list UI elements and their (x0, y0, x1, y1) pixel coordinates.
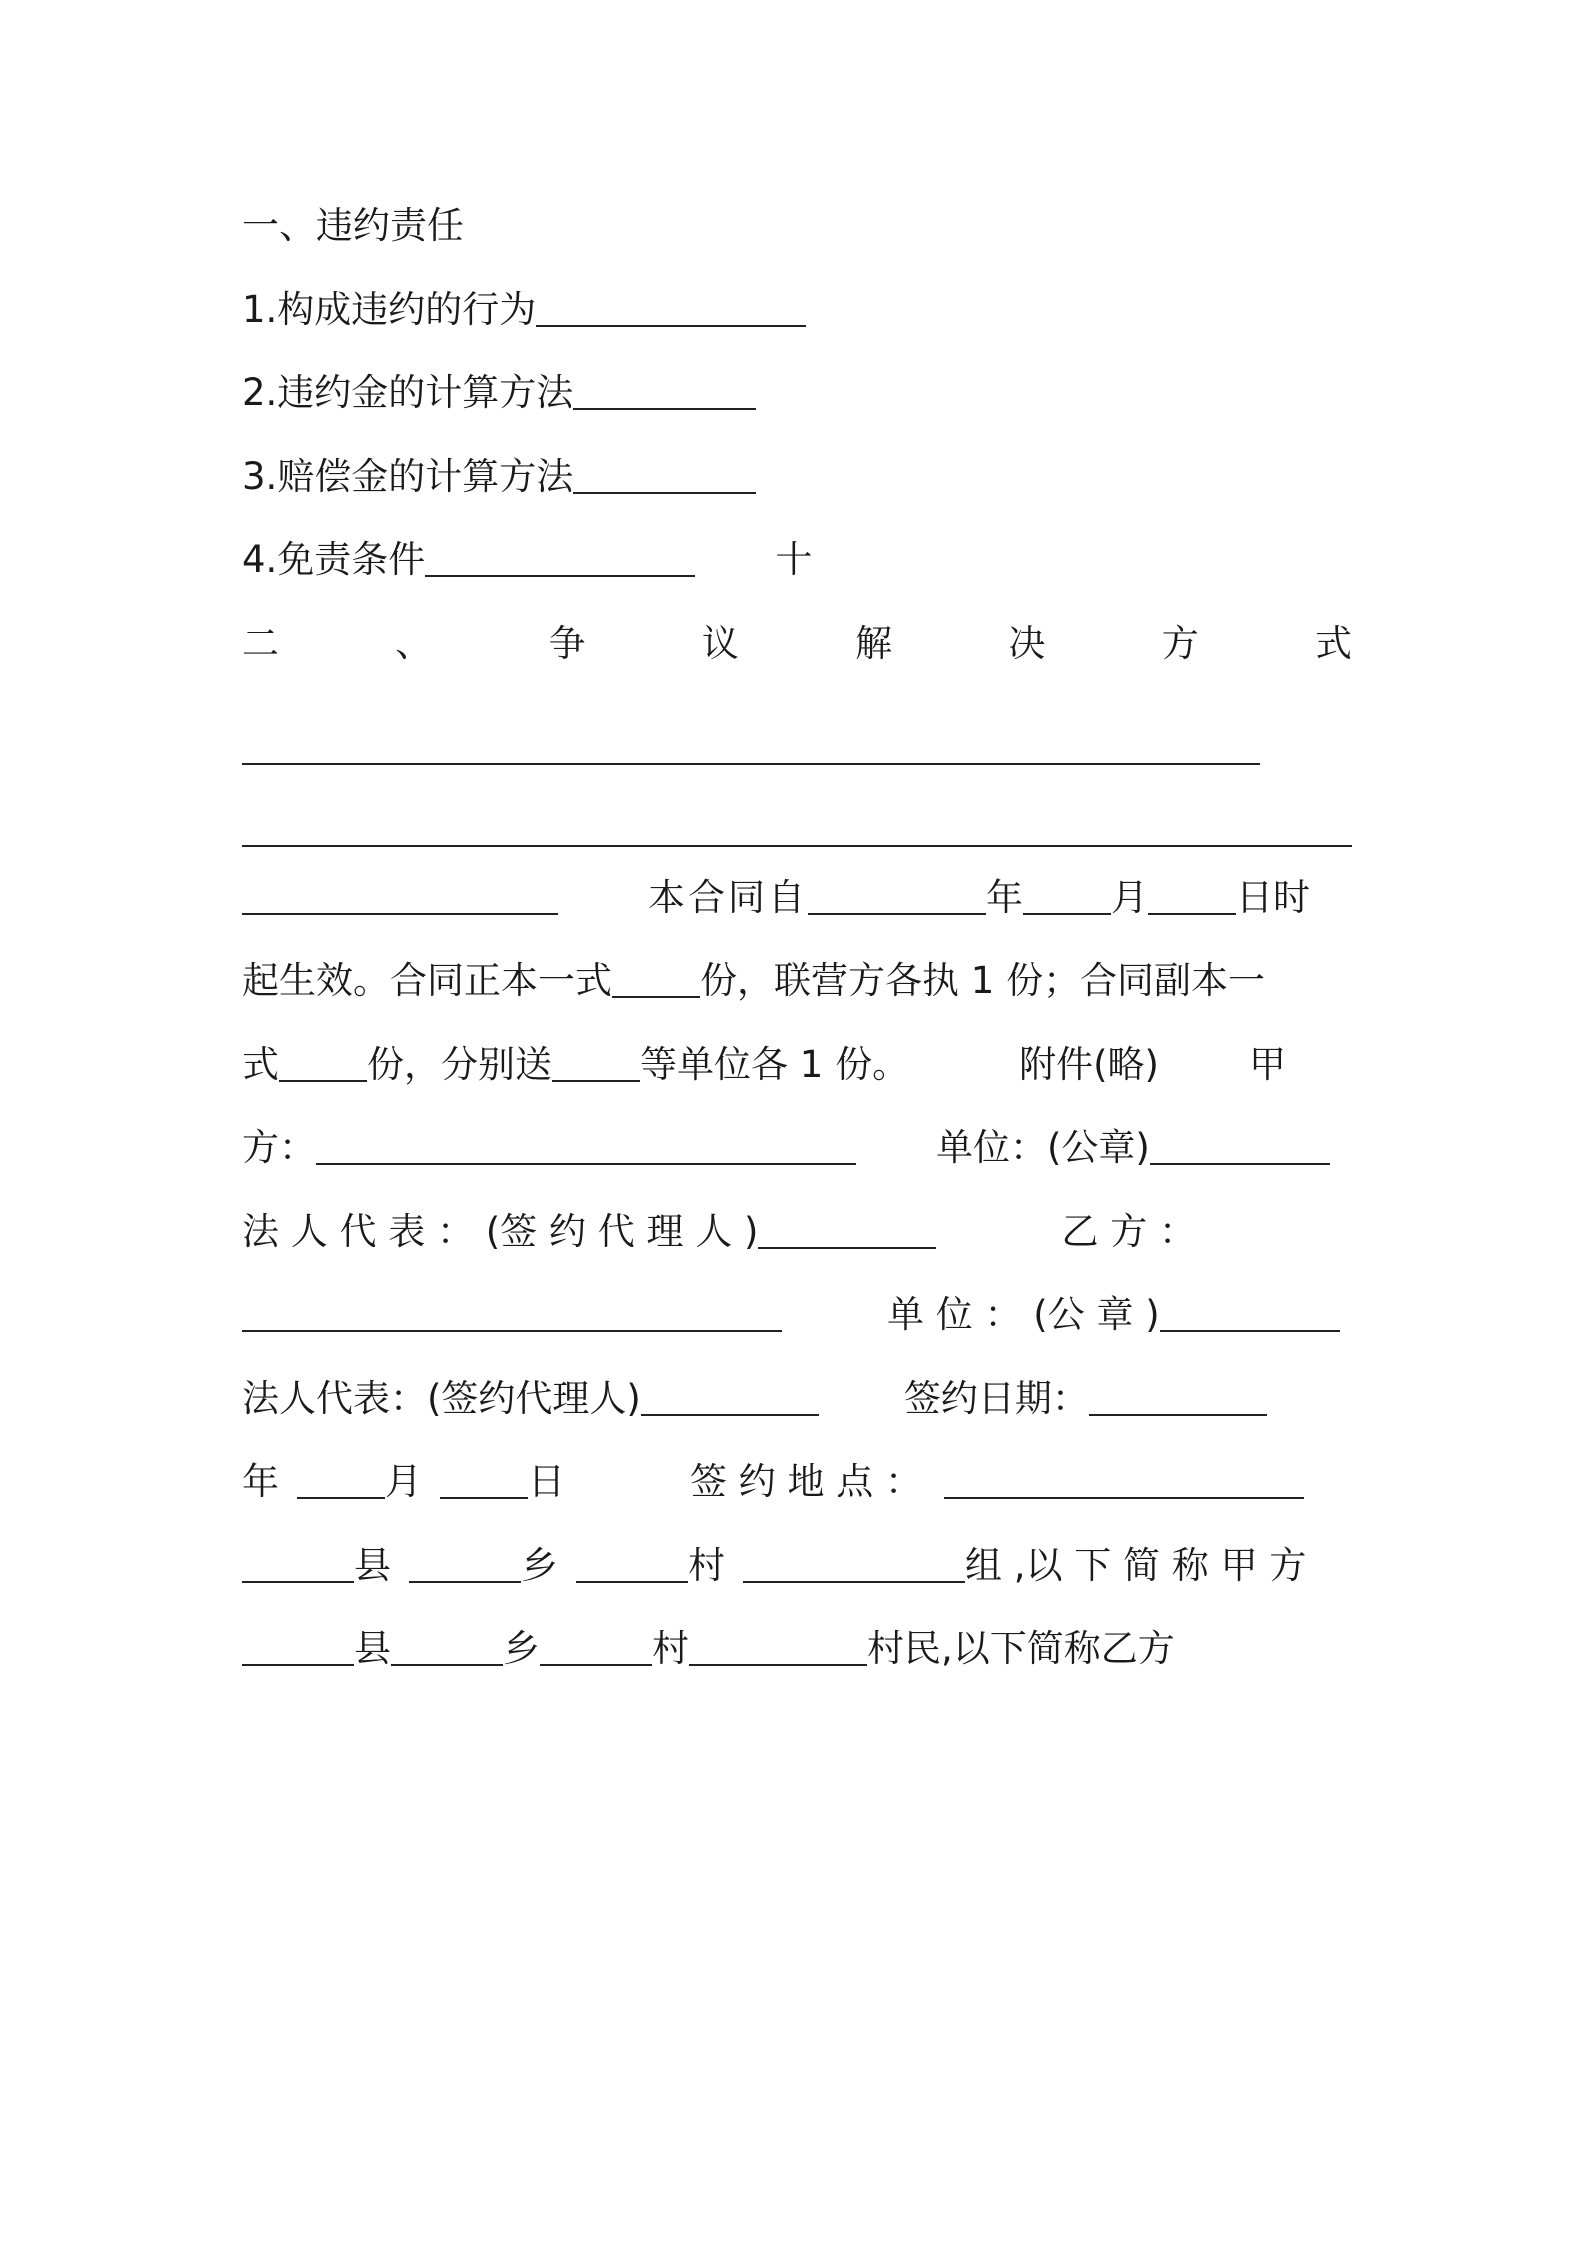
heading-char: 争 (548, 622, 586, 665)
copies-text: 起生效。合同正本一式 (242, 959, 612, 1002)
fill-blank (242, 1606, 354, 1666)
heading-char: 解 (855, 622, 893, 665)
fill-blank (573, 434, 756, 494)
fill-blank (758, 1189, 936, 1249)
legal-rep-label: 法 人 代 表 ： (签 约 代 理 人 ) (242, 1210, 759, 1253)
month-label: 月 (385, 1460, 422, 1503)
copies-text: 份，分别送 (367, 1043, 552, 1086)
fill-blank (641, 1356, 819, 1416)
copies-text: 等单位各 1 份。 (640, 1043, 910, 1086)
township-label: 乡 (503, 1627, 540, 1670)
unit-seal-label: 单 位 ： (公 章 ) (887, 1293, 1160, 1336)
sign-date-label: 签约日期： (903, 1377, 1089, 1420)
fill-blank (1089, 1356, 1267, 1416)
heading-char: 决 (1008, 622, 1046, 665)
heading-char: 方 (1161, 622, 1199, 665)
heading-char: 议 (701, 622, 739, 665)
fill-blank (576, 1523, 688, 1583)
fill-blank (242, 1272, 782, 1332)
fill-blank (391, 1606, 503, 1666)
item-3-text: 3.赔偿金的计算方法 (242, 455, 574, 498)
fill-blank (409, 1523, 521, 1583)
copies-line-1 (242, 951, 1352, 1011)
heading-char: 式 (1314, 622, 1352, 665)
fill-blank (1160, 1272, 1340, 1332)
fill-blank (279, 1022, 367, 1082)
fill-blank (1023, 855, 1111, 915)
item-1-text: 1.构成违约的行为 (242, 288, 537, 331)
fill-blank (242, 787, 1352, 847)
fill-blank (808, 855, 986, 915)
unit-seal-label: 单位：(公章) (936, 1126, 1150, 1169)
section-heading-dispute (242, 614, 1352, 674)
fill-blank (552, 1022, 640, 1082)
legal-rep-label: 法人代表：(签约代理人) (242, 1377, 641, 1420)
breach-item-4 (242, 530, 1352, 590)
party-a-address-line (242, 1536, 1352, 1596)
year-label: 年 (242, 1460, 279, 1503)
sign-place-label: 签 约 地 点 ： (690, 1460, 923, 1503)
rep-b-line (242, 1369, 1352, 1429)
fill-blank (1150, 1105, 1330, 1165)
party-b-label: 乙 方 ： (1061, 1210, 1197, 1253)
party-a-abbrev-text: 组 ,以 下 简 称 甲 方 (965, 1544, 1307, 1587)
month-label: 月 (1111, 876, 1148, 919)
party-b-abbrev-text: 村民,以下简称乙方 (867, 1627, 1175, 1670)
heading-text: 一、违约责任 (242, 204, 464, 247)
item-4-text: 4.免责条件 (242, 538, 426, 581)
heading-char: 二 (242, 622, 279, 665)
fill-blank (540, 1606, 652, 1666)
breach-item-2 (242, 363, 1352, 423)
fill-blank (297, 1439, 385, 1499)
effective-text: 本合同自 (648, 876, 808, 919)
unit-b-line (242, 1285, 1352, 1345)
village-label: 村 (652, 1627, 689, 1670)
village-label: 村 (688, 1544, 725, 1587)
fill-blank (944, 1439, 1304, 1499)
dispute-blank-line-2 (242, 800, 1352, 860)
fill-blank (440, 1439, 528, 1499)
fill-blank (242, 855, 558, 915)
party-b-address-line (242, 1619, 1352, 1679)
fill-blank (573, 350, 756, 410)
effective-date-line (242, 868, 1352, 928)
party-a-line (242, 1118, 1352, 1178)
county-label: 县 (354, 1627, 391, 1670)
year-label: 年 (986, 876, 1023, 919)
attachment-label: 附件(略) (1019, 1043, 1159, 1086)
fill-blank (1148, 855, 1236, 915)
party-a-start: 甲 (1248, 1043, 1286, 1086)
party-a-label: 方： (242, 1126, 316, 1169)
county-label: 县 (354, 1544, 391, 1587)
heading-char: 、 (395, 622, 433, 665)
dispute-blank-line-1 (242, 718, 1352, 778)
date-place-line (242, 1452, 1352, 1512)
fill-blank (612, 938, 700, 998)
fill-blank (536, 267, 806, 327)
fill-blank (242, 705, 1260, 765)
rep-a-line (242, 1202, 1352, 1262)
copies-text: 式 (242, 1043, 279, 1086)
copies-line-2 (242, 1035, 1352, 1095)
item-2-text: 2.违约金的计算方法 (242, 371, 574, 414)
breach-item-3 (242, 447, 1352, 507)
fill-blank (425, 517, 695, 577)
day-label: 日时 (1236, 876, 1310, 919)
fill-blank (316, 1105, 856, 1165)
day-label: 日 (528, 1460, 565, 1503)
fill-blank (743, 1523, 965, 1583)
fill-blank (242, 1523, 354, 1583)
fill-blank (689, 1606, 867, 1666)
section-heading-breach (242, 196, 1352, 256)
plus-mark: 十 (775, 538, 813, 581)
breach-item-1 (242, 280, 1352, 340)
copies-text: 份，联营方各执 1 份；合同副本一 (700, 959, 1266, 1002)
township-label: 乡 (521, 1544, 558, 1587)
